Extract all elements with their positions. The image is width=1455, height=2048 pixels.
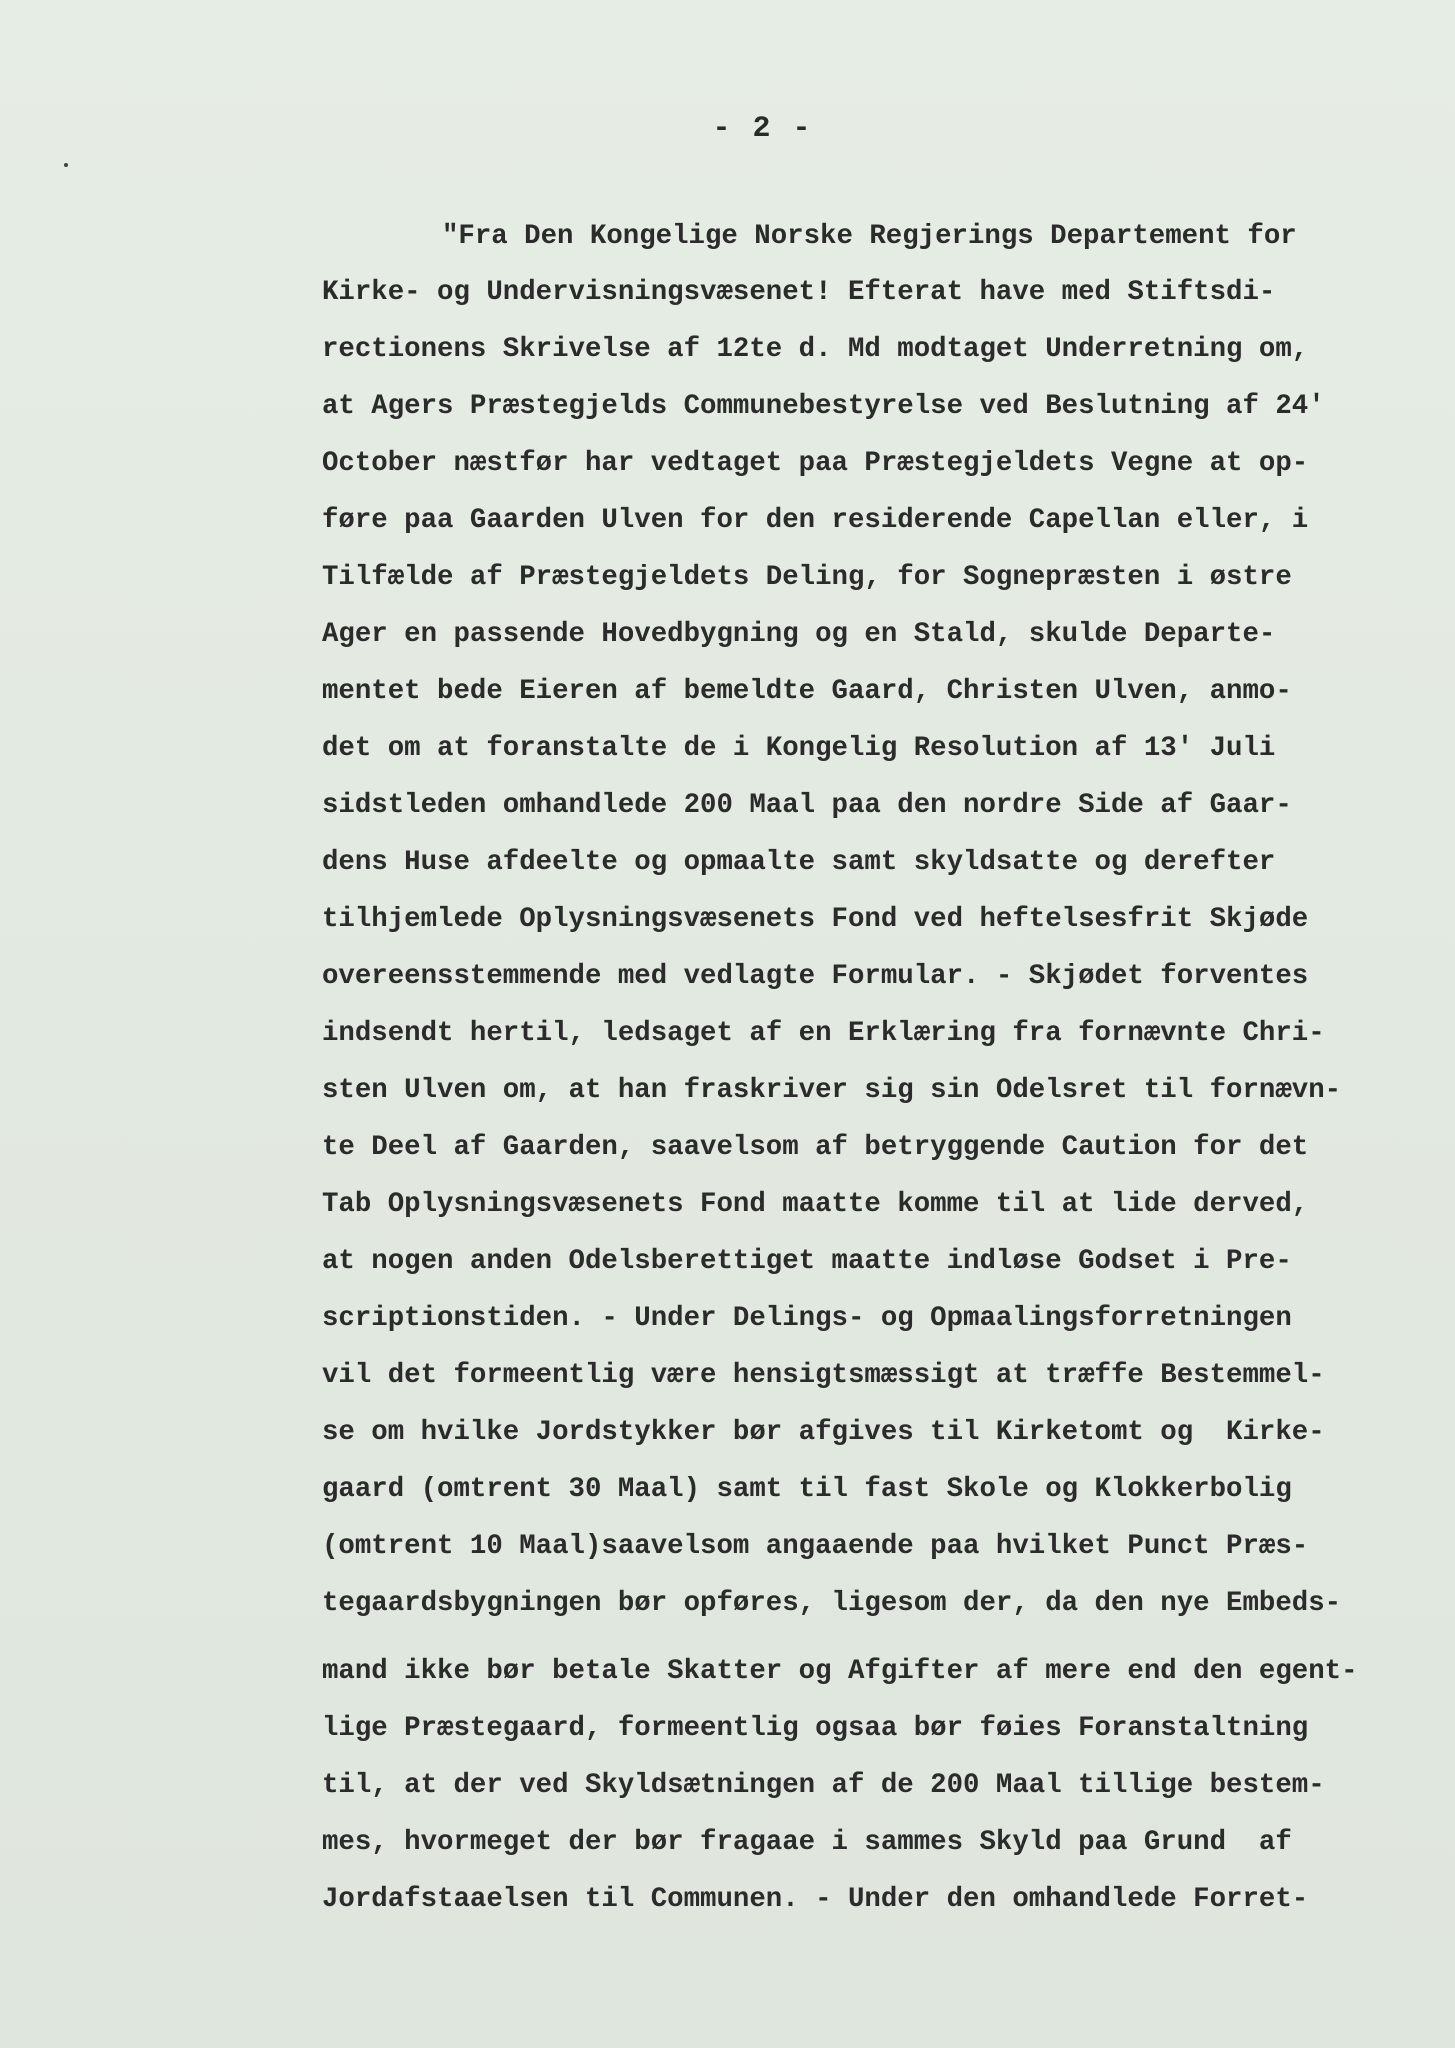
text-line: det om at foranstalte de i Kongelig Resolution af 13' Juli <box>322 733 1276 764</box>
text-line: gaard (omtrent 30 Maal) samt til fast Skole og Klokkerbolig <box>322 1474 1292 1505</box>
text-line: "Fra Den Kongelige Norske Regjerings Departement for <box>442 221 1297 252</box>
text-line: indsendt hertil, ledsaget af en Erklæring fra fornævnte Chri- <box>322 1018 1325 1049</box>
text-line: se om hvilke Jordstykker bør afgives til Kirketomt og Kirke- <box>322 1417 1325 1448</box>
text-line: October næstfør har vedtaget paa Præstegjeldets Vegne at op- <box>322 448 1309 479</box>
ink-speck <box>64 163 68 167</box>
page-number: - 2 - <box>712 112 813 146</box>
text-line: vil det formeentlig være hensigtsmæssigt at træffe Bestemmel- <box>322 1360 1325 1391</box>
text-line: mentet bede Eieren af bemeldte Gaard, Christen Ulven, anmo- <box>322 676 1292 707</box>
text-line: rectionens Skrivelse af 12te d. Md modtaget Underretning om, <box>322 334 1309 365</box>
text-line: Jordafstaaelsen til Communen. - Under den omhandlede Forret- <box>322 1884 1309 1915</box>
text-line: tegaardsbygningen bør opføres, ligesom der, da den nye Embeds- <box>322 1588 1342 1619</box>
text-line: mes, hvormeget der bør fragaae i sammes Skyld paa Grund af <box>322 1827 1292 1858</box>
text-line: scriptionstiden. - Under Delings- og Opmaalingsforretningen <box>322 1303 1292 1334</box>
text-line: sten Ulven om, at han fraskriver sig sin Odelsret til fornævn- <box>322 1075 1342 1106</box>
text-line: sidstleden omhandlede 200 Maal paa den nordre Side af Gaar- <box>322 790 1292 821</box>
text-line: tilhjemlede Oplysningsvæsenets Fond ved heftelsesfrit Skjøde <box>322 904 1309 935</box>
text-line: Kirke- og Undervisningsvæsenet! Efterat have med Stiftsdi- <box>322 277 1276 308</box>
text-line: overeensstemmende med vedlagte Formular. - Skjødet forventes <box>322 961 1309 992</box>
text-line: te Deel af Gaarden, saavelsom af betryggende Caution for det <box>322 1132 1309 1163</box>
text-line: Tilfælde af Præstegjeldets Deling, for Sognepræsten i østre <box>322 562 1292 593</box>
text-line: (omtrent 10 Maal)saavelsom angaaende paa hvilket Punct Præs- <box>322 1531 1309 1562</box>
text-line: Tab Oplysningsvæsenets Fond maatte komme til at lide derved, <box>322 1189 1309 1220</box>
text-line: at Agers Præstegjelds Communebestyrelse ved Beslutning af 24' <box>322 391 1325 422</box>
text-line: mand ikke bør betale Skatter og Afgifter af mere end den egent- <box>322 1656 1358 1687</box>
text-line: at nogen anden Odelsberettiget maatte indløse Godset i Pre- <box>322 1246 1292 1277</box>
text-line: lige Præstegaard, formeentlig ogsaa bør føies Foranstaltning <box>322 1713 1309 1744</box>
text-line: til, at der ved Skyldsætningen af de 200 Maal tillige bestem- <box>322 1770 1325 1801</box>
text-line: føre paa Gaarden Ulven for den residerende Capellan eller, i <box>322 505 1309 536</box>
text-line: dens Huse afdeelte og opmaalte samt skyldsatte og derefter <box>322 847 1276 878</box>
text-line: Ager en passende Hovedbygning og en Stald, skulde Departe- <box>322 619 1276 650</box>
